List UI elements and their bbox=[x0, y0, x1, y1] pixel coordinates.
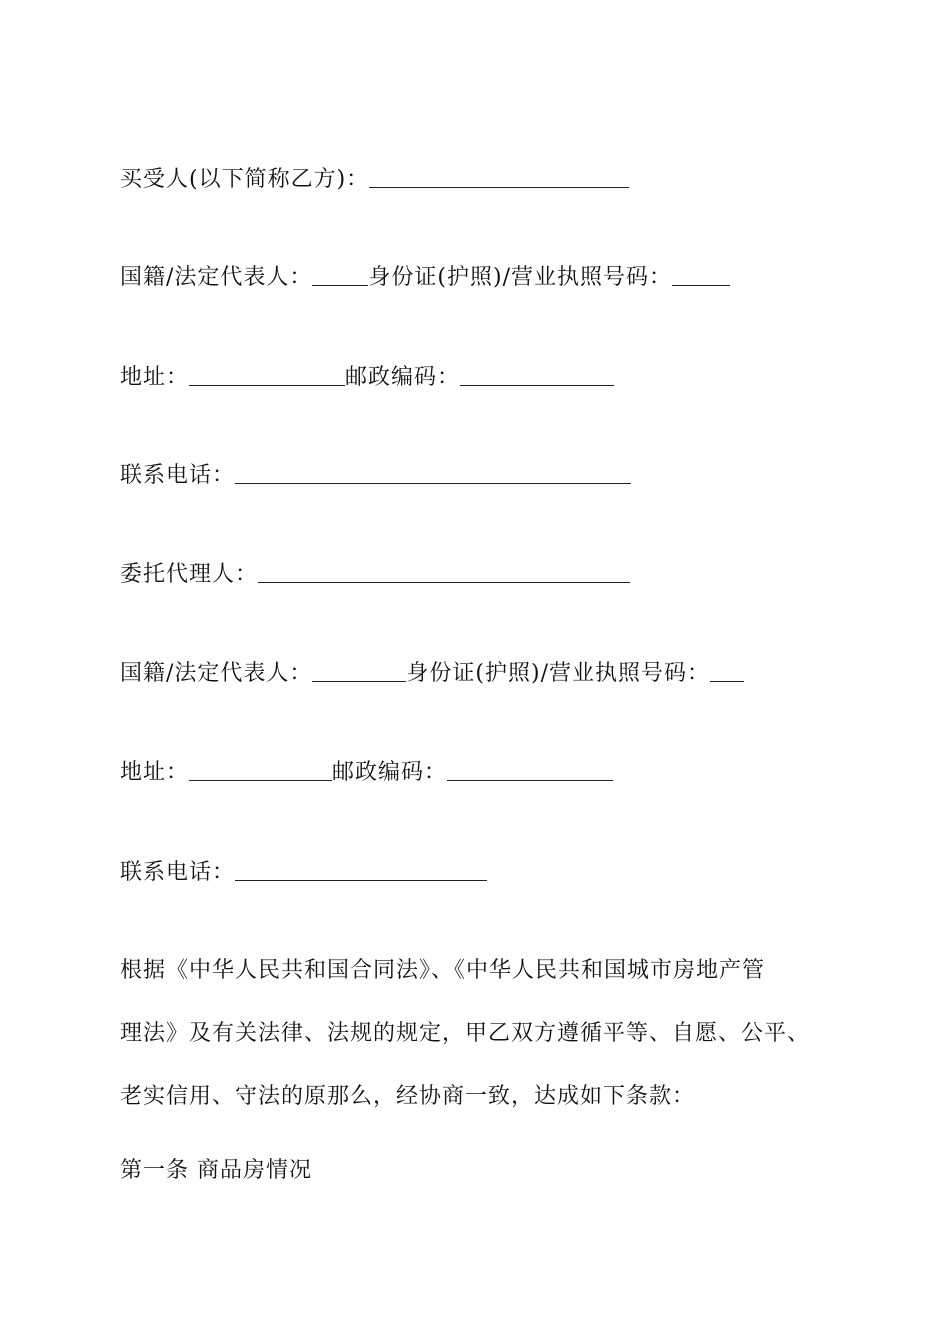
buyer-address-blank bbox=[189, 363, 345, 386]
agent-nationality-blank bbox=[312, 659, 406, 682]
agent-address-label: 地址： bbox=[120, 760, 190, 785]
buyer-line bbox=[120, 165, 629, 195]
buyer-phone-line bbox=[120, 461, 631, 491]
buyer-address-line bbox=[120, 363, 614, 393]
buyer-nationality-line bbox=[120, 263, 730, 293]
agent-nationality-label: 国籍/法定代表人： bbox=[120, 661, 313, 686]
agent-label: 委托代理人： bbox=[120, 562, 259, 587]
agent-nationality-line bbox=[120, 659, 744, 689]
buyer-phone-label: 联系电话： bbox=[120, 463, 236, 488]
buyer-label: 买受人(以下简称乙方)： bbox=[120, 167, 370, 192]
buyer-phone-blank bbox=[235, 461, 631, 484]
buyer-address-label: 地址： bbox=[120, 365, 190, 390]
preamble-paragraph bbox=[120, 956, 850, 1145]
agent-line bbox=[120, 560, 630, 590]
buyer-id-label: 身份证(护照)/营业执照号码： bbox=[368, 265, 673, 290]
agent-phone-label: 联系电话： bbox=[120, 860, 236, 885]
agent-postcode-label: 邮政编码： bbox=[332, 760, 448, 785]
preamble-line-3: 老实信用、守法的原那么，经协商一致，达成如下条款： bbox=[120, 1084, 696, 1109]
agent-postcode-blank bbox=[447, 758, 613, 781]
agent-id-label: 身份证(护照)/营业执照号码： bbox=[406, 661, 711, 686]
buyer-id-blank bbox=[672, 263, 730, 286]
agent-address-blank bbox=[189, 758, 332, 781]
buyer-name-blank bbox=[369, 165, 629, 188]
agent-phone-blank bbox=[235, 858, 487, 881]
buyer-nationality-label: 国籍/法定代表人： bbox=[120, 265, 313, 290]
agent-id-blank bbox=[710, 659, 744, 682]
preamble-line-1: 根据《中华人民共和国合同法》、《中华人民共和国城市房地产管 bbox=[120, 958, 766, 983]
buyer-nationality-blank bbox=[312, 263, 368, 286]
agent-phone-line bbox=[120, 858, 487, 888]
agent-address-line bbox=[120, 758, 613, 788]
buyer-postcode-blank bbox=[460, 363, 614, 386]
article-1-heading: 第一条 商品房情况 bbox=[120, 1158, 312, 1183]
buyer-postcode-label: 邮政编码： bbox=[345, 365, 461, 390]
agent-name-blank bbox=[258, 560, 630, 583]
preamble-line-2: 理法》及有关法律、法规的规定，甲乙双方遵循平等、自愿、公平、 bbox=[120, 1021, 811, 1046]
